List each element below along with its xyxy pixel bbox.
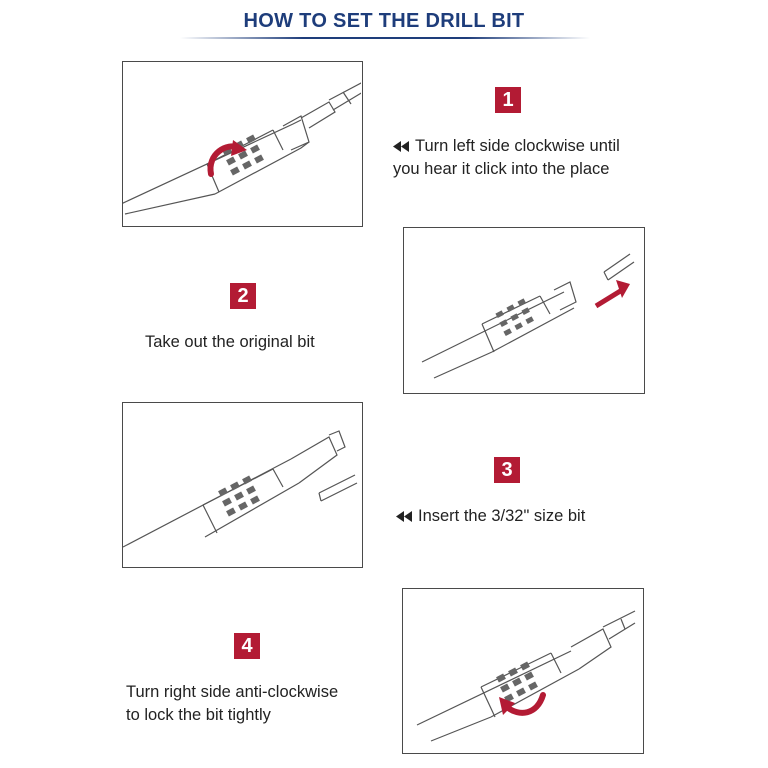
- step-2-text-line-1: Take out the original bit: [145, 333, 315, 351]
- step-4-illustration: [402, 588, 644, 754]
- step-2-instruction: [145, 331, 315, 354]
- rewind-arrow-icon: [396, 505, 414, 528]
- step-3-illustration: [122, 402, 363, 568]
- step-4-badge: 4: [234, 633, 260, 659]
- title-divider: [180, 37, 590, 39]
- page-title: HOW TO SET THE DRILL BIT: [243, 10, 525, 32]
- drill-handpiece-icon: [403, 589, 642, 752]
- step-1-instruction: [393, 135, 620, 181]
- drill-handpiece-icon: [123, 403, 361, 566]
- pull-out-arrow-icon: [596, 280, 630, 306]
- step-3-text-line-1: Insert the 3/32" size bit: [418, 507, 586, 525]
- step-3-badge: 3: [494, 457, 520, 483]
- step-1-illustration: [122, 61, 363, 227]
- drill-handpiece-icon: [123, 62, 361, 225]
- rewind-arrow-icon: [393, 135, 411, 158]
- step-1-badge: 1: [495, 87, 521, 113]
- drill-handpiece-icon: [404, 228, 643, 392]
- step-4-text-line-2: to lock the bit tightly: [126, 706, 271, 724]
- step-1-text-line-1: Turn left side clockwise until: [415, 137, 620, 155]
- step-2-badge: 2: [230, 283, 256, 309]
- step-3-instruction: [396, 505, 585, 528]
- step-1-text-line-2: you hear it click into the place: [393, 160, 610, 178]
- step-4-text-line-1: Turn right side anti-clockwise: [126, 683, 339, 701]
- step-4-instruction: [126, 681, 338, 727]
- step-2-illustration: [403, 227, 645, 394]
